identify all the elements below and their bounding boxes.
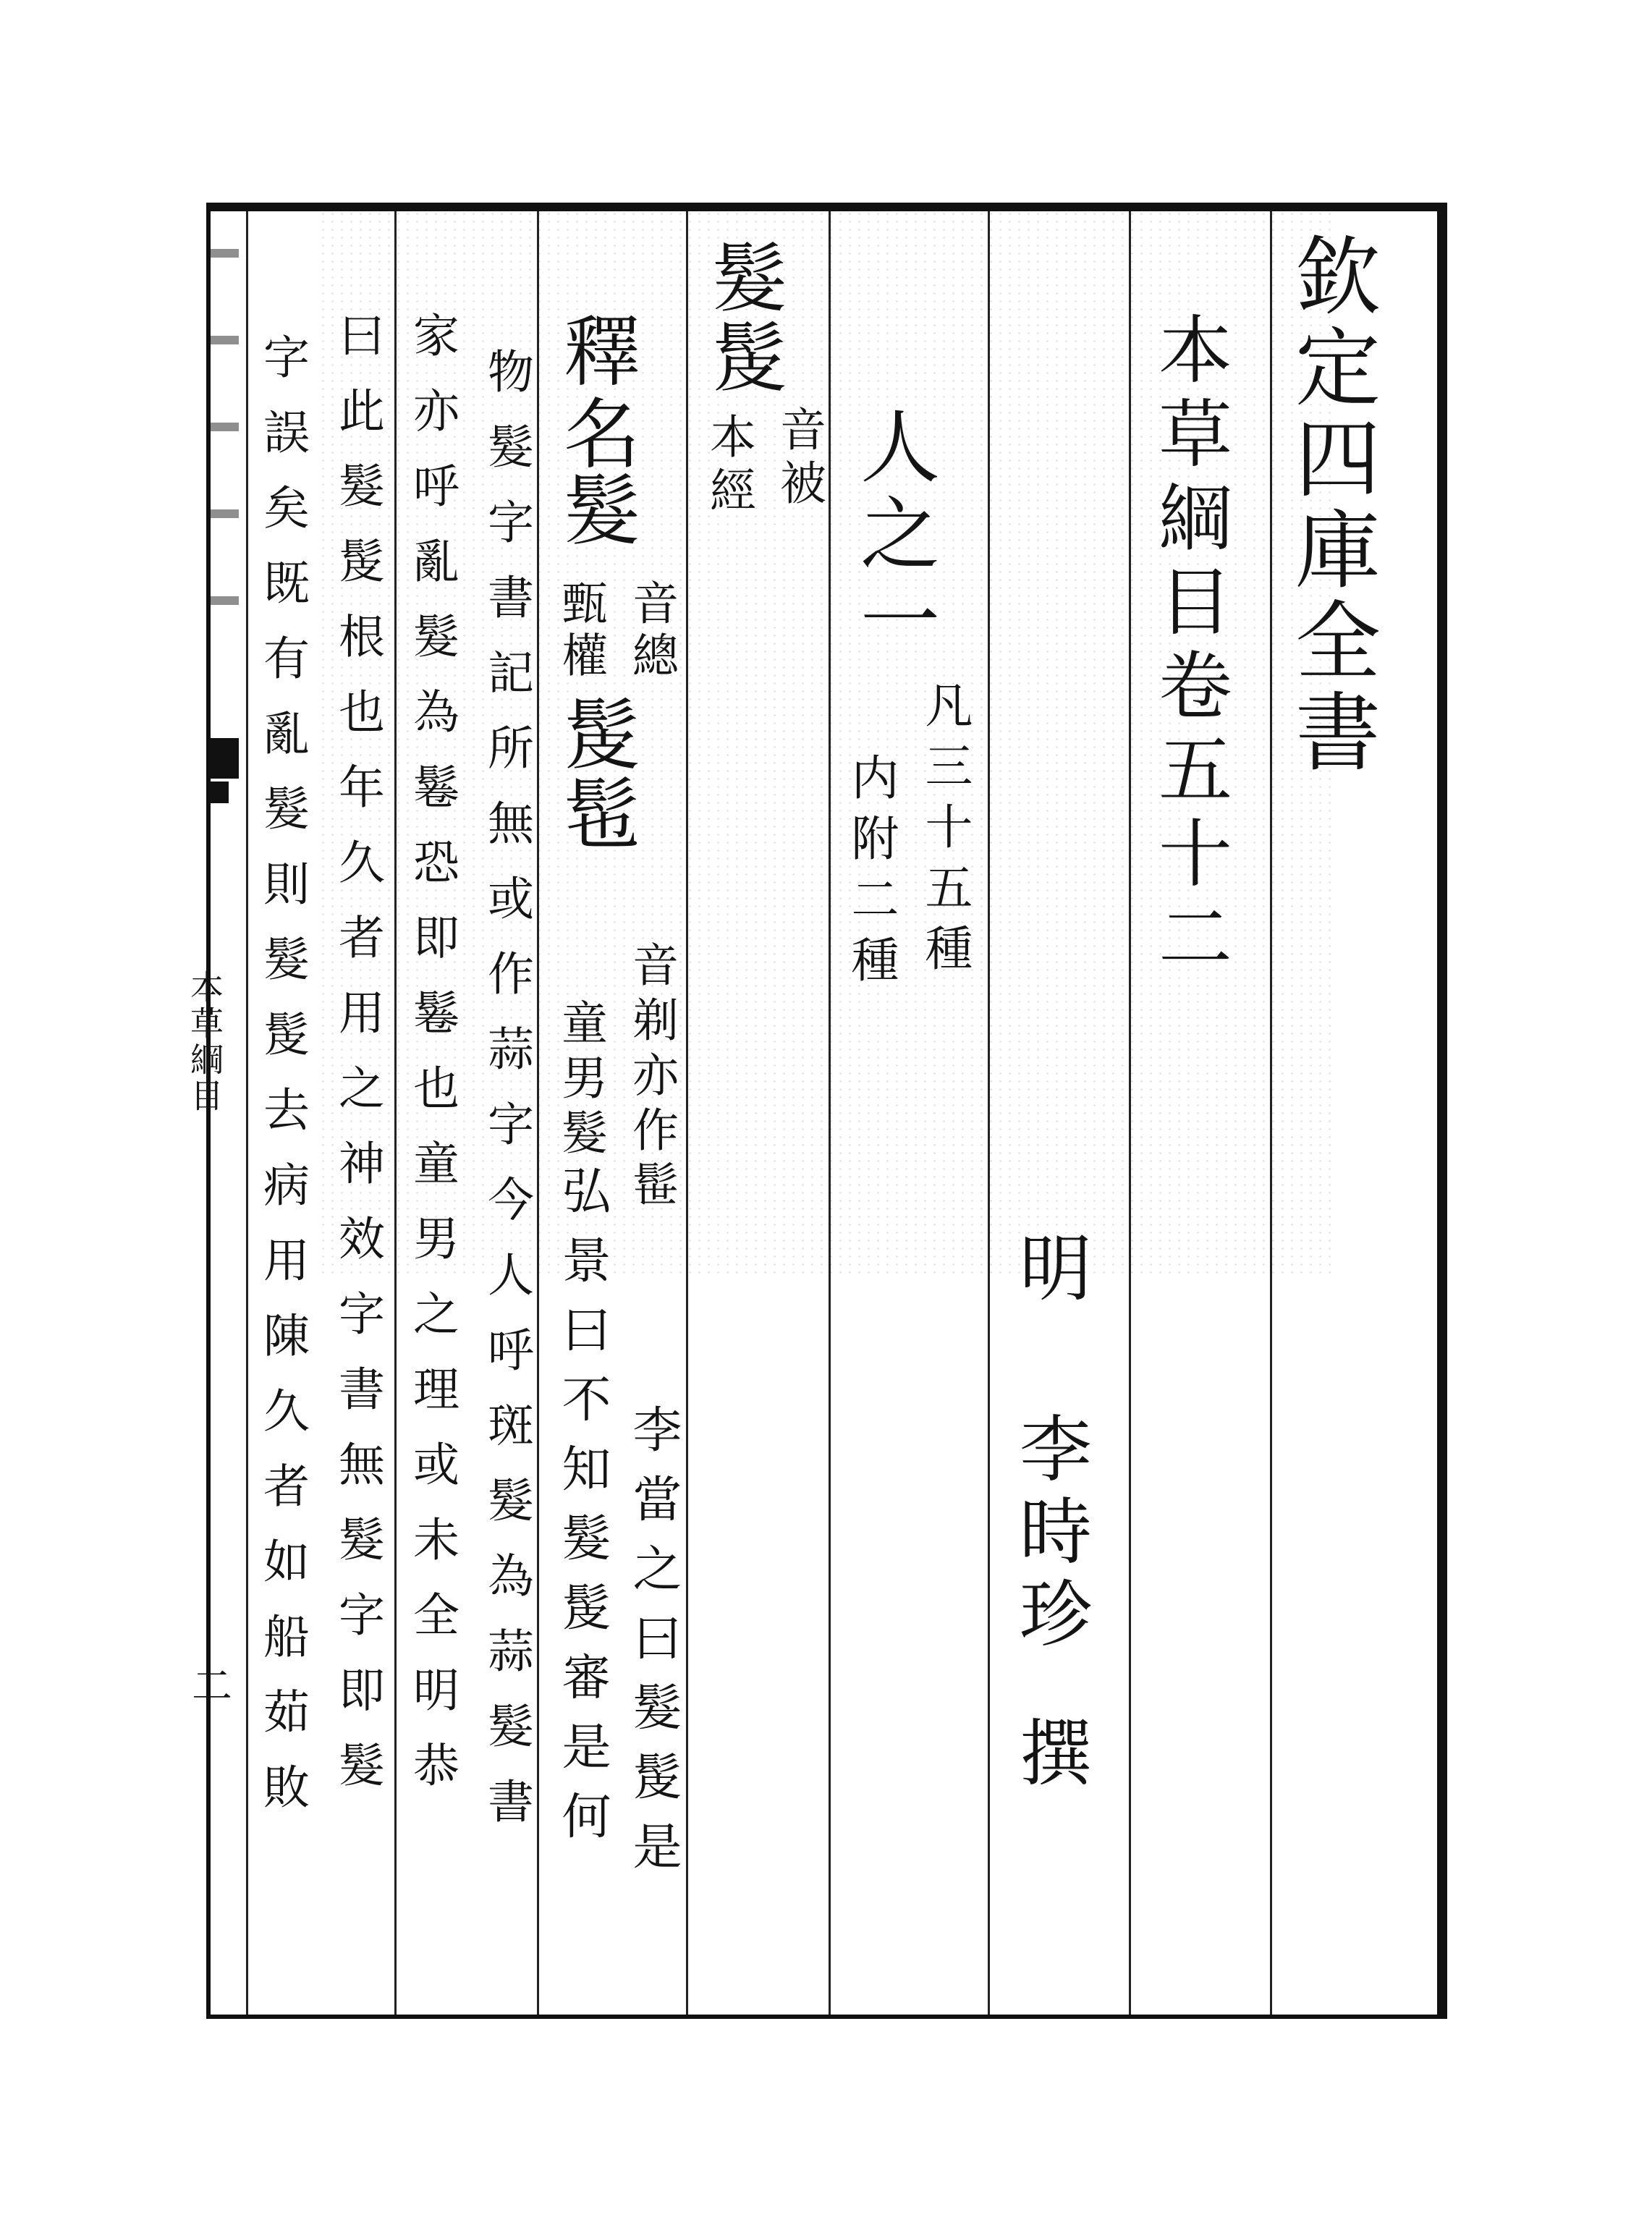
author-role: 撰 (1007, 1715, 1092, 1787)
volume-title: 本草綱目卷五十二 (1146, 311, 1232, 983)
shiming-term-1-pron: 音總 (624, 579, 678, 683)
column-rule (1270, 211, 1272, 2015)
column-rule (829, 211, 831, 2015)
category-note-2: 内附二種 (843, 753, 899, 996)
column-rule (246, 211, 248, 2015)
page-number: 二 (185, 1664, 232, 1705)
shiming-term-1-sub: 甄權 (554, 579, 607, 683)
category-note-1: 凡三十五種 (917, 680, 973, 984)
column-rule (394, 211, 397, 2015)
entry-pronunciation: 音被 (772, 405, 826, 512)
book-title: 欽定四庫全書 (1281, 232, 1381, 779)
column-rule (537, 211, 539, 2015)
shiming-term-2-sub: 童男髮 (554, 999, 607, 1164)
text-column-3: 家亦呼亂髮為鬈恐即鬈也童男之理或未全明恭 (405, 311, 459, 1816)
shiming-label: 釋名 (551, 311, 640, 476)
text-column-1: 弘景曰不知髮髲審是何 (554, 1165, 611, 1860)
column-rule (1129, 211, 1131, 2015)
entry-heading: 髮髲 (699, 239, 787, 398)
text-column-4: 曰此髮髲根也年久者用之神效字書無髮字即髮 (331, 311, 384, 1816)
dynasty: 明 (1007, 1230, 1092, 1303)
shiming-term-1: 髮 (551, 470, 640, 547)
text-column-5: 字誤矣既有亂髮則髮髲去病用陳久者如船茹敗 (255, 333, 309, 1838)
category-heading: 人之一 (847, 405, 940, 666)
column-rule (988, 211, 990, 2015)
shiming-term-2-pron: 音剃亦作髰 (624, 941, 678, 1216)
margin-book-label: 本草綱目 (185, 970, 224, 1114)
author-name: 李時珍 (1007, 1411, 1092, 1659)
text-column-1-top: 李當之曰髮髲是 (624, 1404, 682, 1890)
shiming-term-2: 髲髢 (551, 695, 640, 854)
text-column-2: 物髮字書記所無或作蒜字今人呼斑髮為蒜髮書 (480, 347, 533, 1852)
entry-source: 本經 (702, 412, 755, 520)
column-rule (686, 211, 688, 2015)
